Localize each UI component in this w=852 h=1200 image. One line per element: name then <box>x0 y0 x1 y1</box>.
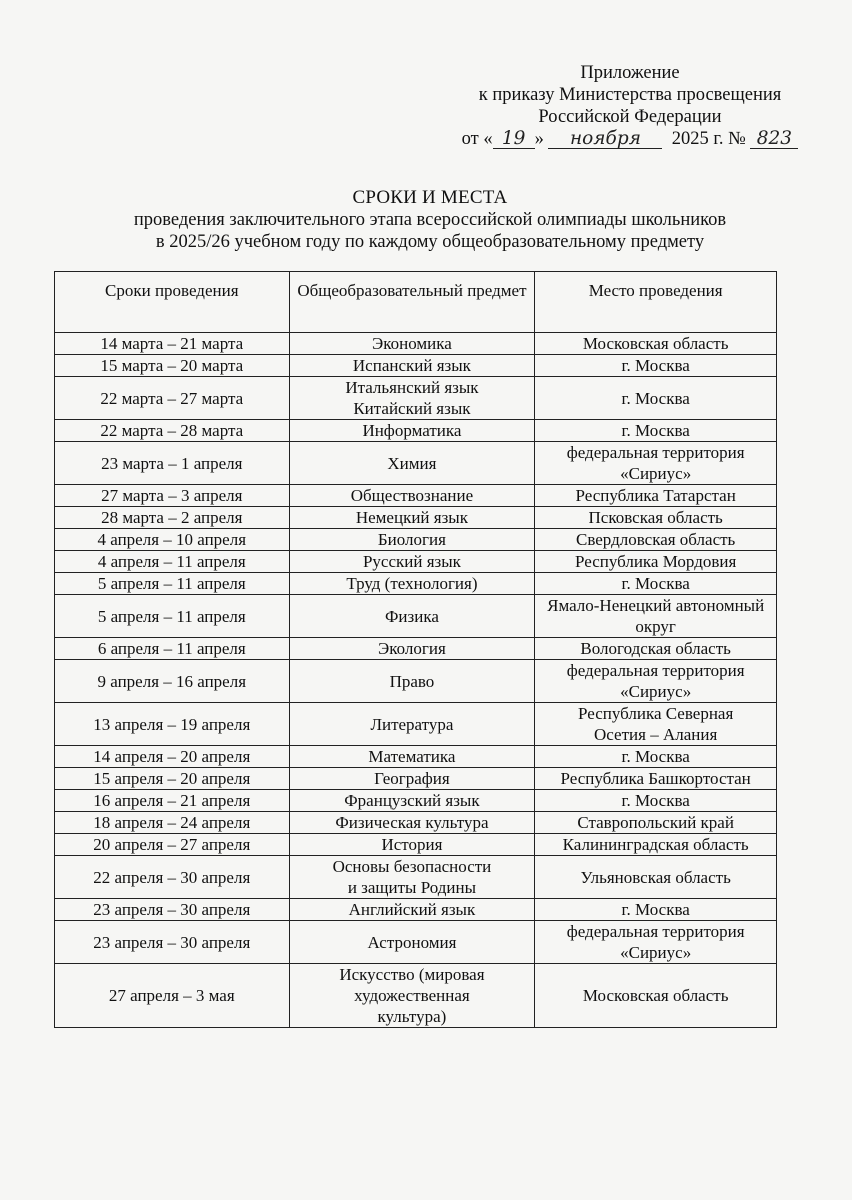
cell-place <box>535 834 777 856</box>
cell-dates: 14 апреля – 20 апреля <box>55 746 290 768</box>
cell-place <box>535 507 777 529</box>
appendix-header <box>430 62 830 150</box>
table-row <box>55 442 777 485</box>
cell-subject-line: Труд (технология) <box>346 574 478 593</box>
cell-dates: 6 апреля – 11 апреля <box>55 638 290 660</box>
cell-dates: 4 апреля – 10 апреля <box>55 529 290 551</box>
header-place: Место проведения <box>535 272 777 333</box>
cell-subject-line: Химия <box>387 453 437 473</box>
date-mid: » <box>534 129 544 149</box>
cell-subject-line: История <box>381 835 443 854</box>
cell-place-line: г. Москва <box>621 356 690 375</box>
cell-subject <box>289 529 535 551</box>
cell-dates: 27 марта – 3 апреля <box>55 485 290 507</box>
cell-place <box>535 812 777 834</box>
table-row <box>55 333 777 355</box>
cell-place-line: «Сириус» <box>620 943 692 962</box>
cell-dates: 20 апреля – 27 апреля <box>55 834 290 856</box>
cell-place-line: «Сириус» <box>620 464 692 483</box>
table-row <box>55 355 777 377</box>
cell-subject-line: Литература <box>370 714 454 734</box>
cell-place-line: Республика Татарстан <box>575 486 736 505</box>
cell-place <box>535 856 777 899</box>
cell-place-line: Ставропольский край <box>577 813 734 832</box>
cell-subject <box>289 746 535 768</box>
table-row <box>55 485 777 507</box>
cell-subject-line: Испанский язык <box>352 356 471 375</box>
schedule-body <box>55 333 777 1028</box>
cell-place-line: г. Москва <box>621 388 690 408</box>
table-row <box>55 551 777 573</box>
table-row <box>55 746 777 768</box>
cell-dates: 5 апреля – 11 апреля <box>55 573 290 595</box>
cell-subject <box>289 377 535 420</box>
cell-place-line: Ямало-Ненецкий автономный <box>547 596 765 615</box>
cell-place-line: Республика Башкортостан <box>560 769 751 788</box>
cell-subject <box>289 812 535 834</box>
cell-subject <box>289 355 535 377</box>
cell-subject-line: Французский язык <box>344 791 480 810</box>
cell-place-line: Республика Мордовия <box>575 552 737 571</box>
cell-place-line: федеральная территория <box>566 922 745 941</box>
table-row <box>55 768 777 790</box>
cell-subject <box>289 638 535 660</box>
cell-dates: 22 марта – 27 марта <box>55 377 290 420</box>
table-row <box>55 834 777 856</box>
handwritten-order-number: 823 <box>750 130 798 149</box>
cell-subject-line: Экономика <box>372 334 452 353</box>
cell-subject <box>289 856 535 899</box>
schedule-table <box>54 271 777 1028</box>
cell-subject-line: Физика <box>384 606 439 626</box>
cell-place-line: федеральная территория <box>566 443 745 462</box>
cell-subject <box>289 899 535 921</box>
cell-place-line: федеральная территория <box>566 661 745 680</box>
table-header-row <box>55 272 777 333</box>
cell-place <box>535 790 777 812</box>
cell-place <box>535 573 777 595</box>
cell-subject <box>289 333 535 355</box>
cell-dates: 14 марта – 21 марта <box>55 333 290 355</box>
cell-subject <box>289 921 535 964</box>
table-row <box>55 790 777 812</box>
cell-place-line: Московская область <box>582 334 729 353</box>
cell-place-line: г. Москва <box>621 900 690 919</box>
cell-place <box>535 333 777 355</box>
cell-subject <box>289 834 535 856</box>
cell-subject-line: культура) <box>377 1007 447 1026</box>
cell-place-line: Осетия – Алания <box>594 725 718 744</box>
appendix-label: Приложение <box>580 63 680 83</box>
cell-place <box>535 420 777 442</box>
date-prefix: от « <box>461 129 493 149</box>
cell-place-line: Ульяновская область <box>580 867 731 887</box>
cell-place-line: округ <box>635 617 676 636</box>
cell-dates: 15 апреля – 20 апреля <box>55 768 290 790</box>
handwritten-month: ноября <box>548 130 662 149</box>
cell-place <box>535 746 777 768</box>
title-main: СРОКИ И МЕСТА <box>352 187 508 208</box>
cell-dates: 15 марта – 20 марта <box>55 355 290 377</box>
table-row <box>55 660 777 703</box>
cell-place-line: Свердловская область <box>576 530 736 549</box>
cell-place <box>535 485 777 507</box>
cell-dates: 5 апреля – 11 апреля <box>55 595 290 638</box>
cell-dates: 23 марта – 1 апреля <box>55 442 290 485</box>
cell-subject-line: Право <box>389 671 435 691</box>
cell-dates: 23 апреля – 30 апреля <box>55 899 290 921</box>
cell-place-line: г. Москва <box>621 421 690 440</box>
cell-subject <box>289 595 535 638</box>
cell-dates: 16 апреля – 21 апреля <box>55 790 290 812</box>
cell-subject-line: Биология <box>377 530 446 549</box>
cell-subject-line: Физическая культура <box>335 813 489 832</box>
header-subject: Общеобразовательный предмет <box>289 272 535 333</box>
cell-subject-line: Основы безопасности <box>332 857 492 876</box>
table-row <box>55 507 777 529</box>
cell-place <box>535 703 777 746</box>
cell-subject-line: Русский язык <box>362 552 461 571</box>
cell-place-line: г. Москва <box>621 574 690 593</box>
cell-dates: 22 марта – 28 марта <box>55 420 290 442</box>
cell-subject-line: Экология <box>378 639 446 658</box>
cell-place-line: Псковская область <box>588 508 723 527</box>
cell-place-line: г. Москва <box>621 747 690 766</box>
appendix-ministry: Российской Федерации <box>538 107 722 127</box>
cell-place <box>535 921 777 964</box>
cell-place-line: г. Москва <box>621 791 690 810</box>
cell-subject-line: Китайский язык <box>353 399 471 418</box>
cell-subject <box>289 768 535 790</box>
cell-place <box>535 899 777 921</box>
table-row <box>55 420 777 442</box>
appendix-order-ref: к приказу Министерства просвещения <box>478 85 782 105</box>
cell-place <box>535 638 777 660</box>
cell-dates: 23 апреля – 30 апреля <box>55 921 290 964</box>
cell-subject-line: Английский язык <box>348 900 476 919</box>
cell-subject-line: художественная <box>354 986 470 1005</box>
cell-subject-line: Обществознание <box>350 486 474 505</box>
cell-dates: 9 апреля – 16 апреля <box>55 660 290 703</box>
title-subtitle-1: проведения заключительного этапа всероссийской олимпиады школьников <box>133 210 727 230</box>
cell-place <box>535 355 777 377</box>
table-row <box>55 856 777 899</box>
cell-dates: 22 апреля – 30 апреля <box>55 856 290 899</box>
table-row <box>55 529 777 551</box>
cell-subject <box>289 507 535 529</box>
cell-dates: 4 апреля – 11 апреля <box>55 551 290 573</box>
cell-place-line: Калининградская область <box>562 835 749 854</box>
table-row <box>55 899 777 921</box>
cell-subject <box>289 964 535 1028</box>
cell-subject-line: Итальянский язык <box>345 378 479 397</box>
order-date-line <box>430 128 830 150</box>
date-year: 2025 г. № <box>671 129 746 149</box>
cell-dates: 27 апреля – 3 мая <box>55 964 290 1028</box>
table-row <box>55 573 777 595</box>
cell-subject-line: Астрономия <box>367 932 457 952</box>
title-subtitle-2: в 2025/26 учебном году по каждому общеобразовательному предмету <box>155 232 705 252</box>
cell-place <box>535 377 777 420</box>
cell-place <box>535 442 777 485</box>
cell-subject-line: и защиты Родины <box>347 878 477 897</box>
cell-place <box>535 660 777 703</box>
table-row <box>55 595 777 638</box>
cell-subject <box>289 551 535 573</box>
cell-place-line: Московская область <box>582 986 729 1005</box>
cell-place-line: Республика Северная <box>578 704 734 723</box>
cell-place-line: «Сириус» <box>620 682 692 701</box>
table-row <box>55 377 777 420</box>
cell-place <box>535 529 777 551</box>
cell-subject <box>289 420 535 442</box>
cell-subject-line: Искусство (мировая <box>339 965 485 984</box>
table-row <box>55 703 777 746</box>
document-title <box>40 187 820 253</box>
cell-subject <box>289 660 535 703</box>
cell-subject <box>289 573 535 595</box>
cell-subject <box>289 485 535 507</box>
table-row <box>55 638 777 660</box>
table-row <box>55 812 777 834</box>
cell-dates: 13 апреля – 19 апреля <box>55 703 290 746</box>
cell-subject-line: Немецкий язык <box>355 508 468 527</box>
cell-place-line: Вологодская область <box>580 639 731 658</box>
header-dates: Сроки проведения <box>55 272 290 333</box>
table-row <box>55 964 777 1028</box>
cell-subject-line: Информатика <box>362 421 462 440</box>
cell-dates: 18 апреля – 24 апреля <box>55 812 290 834</box>
cell-subject-line: Математика <box>368 747 456 766</box>
table-row <box>55 921 777 964</box>
cell-place <box>535 551 777 573</box>
cell-place <box>535 595 777 638</box>
cell-place <box>535 768 777 790</box>
cell-subject-line: География <box>374 769 450 788</box>
cell-subject <box>289 790 535 812</box>
cell-subject <box>289 442 535 485</box>
cell-dates: 28 марта – 2 апреля <box>55 507 290 529</box>
handwritten-day: 19 <box>493 130 535 149</box>
cell-subject <box>289 703 535 746</box>
cell-place <box>535 964 777 1028</box>
